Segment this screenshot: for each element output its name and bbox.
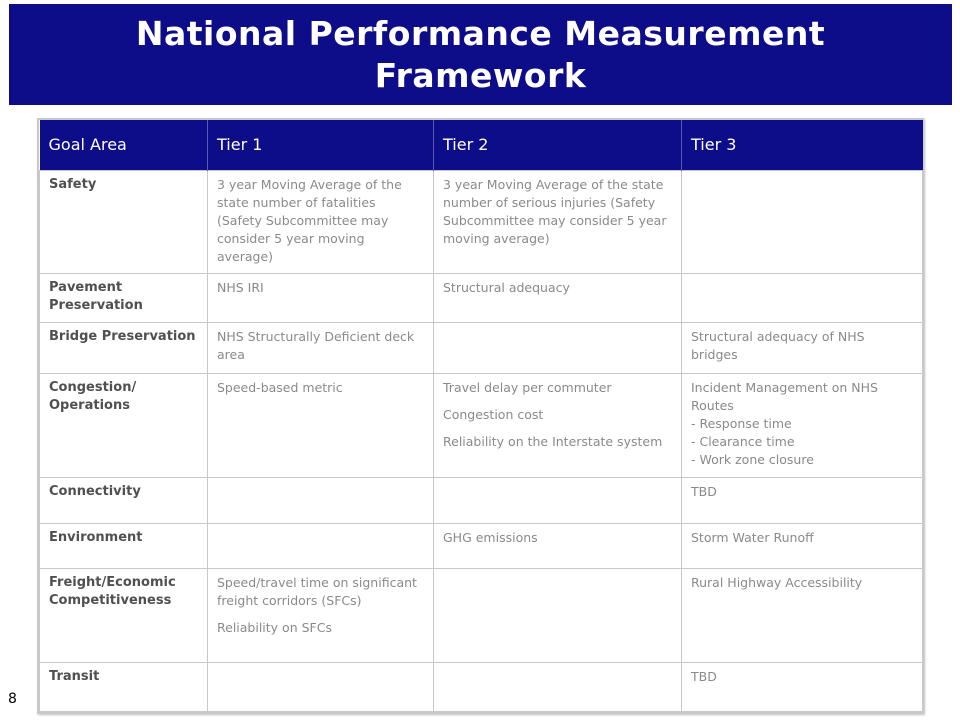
tier-2-cell bbox=[434, 373, 682, 477]
cell-text: NHS Structurally Deficient deck area bbox=[217, 328, 415, 362]
slide-title bbox=[101, 13, 861, 97]
tier-3-cell bbox=[682, 568, 923, 662]
cell-text: - Clearance time bbox=[691, 433, 795, 449]
tier-1-cell bbox=[208, 170, 434, 273]
tier-2-cell bbox=[434, 170, 682, 273]
cell-text: Storm Water Runoff bbox=[691, 529, 814, 545]
header-goal-area: Goal Area bbox=[40, 120, 208, 170]
table-row bbox=[40, 273, 923, 322]
cell-text: 3 year Moving Average of the state number of serious injuries (Safety Subcommittee may consider 5 year moving average) bbox=[443, 176, 667, 246]
cell-text: Speed-based metric bbox=[217, 379, 343, 395]
cell-text: NHS IRI bbox=[217, 279, 264, 295]
tier-3-cell bbox=[682, 273, 923, 322]
tier-1-cell bbox=[208, 322, 434, 373]
cell-text: Speed/travel time on significant freight corridors (SFCs) bbox=[217, 574, 417, 608]
goal-area-cell: Environment bbox=[40, 523, 208, 568]
header-tier-3: Tier 3 bbox=[682, 120, 923, 170]
tier-2-cell bbox=[434, 568, 682, 662]
cell-text: Travel delay per commuter bbox=[443, 379, 612, 395]
table-row bbox=[40, 568, 923, 662]
cell-text: TBD bbox=[691, 483, 717, 499]
cell-text: Reliability on the Interstate system bbox=[443, 433, 663, 449]
tier-2-cell bbox=[434, 523, 682, 568]
cell-text: TBD bbox=[691, 668, 717, 684]
tier-2-cell bbox=[434, 477, 682, 523]
tier-1-cell bbox=[208, 273, 434, 322]
tier-3-cell bbox=[682, 477, 923, 523]
tier-3-cell bbox=[682, 373, 923, 477]
goal-area-cell: Freight/Economic Competitiveness bbox=[40, 568, 208, 662]
goal-area-cell: Bridge Preservation bbox=[40, 322, 208, 373]
tier-1-cell bbox=[208, 568, 434, 662]
goal-area-cell: Pavement Preservation bbox=[40, 273, 208, 322]
tier-1-cell bbox=[208, 523, 434, 568]
goal-area-cell: Congestion/ Operations bbox=[40, 373, 208, 477]
table-row bbox=[40, 477, 923, 523]
tier-2-cell bbox=[434, 322, 682, 373]
slide-title-line-2: Framework bbox=[374, 55, 587, 95]
table-header-row bbox=[40, 120, 923, 170]
cell-text: 3 year Moving Average of the state number of fatalities (Safety Subcommittee may consider 5 year moving average) bbox=[217, 176, 402, 264]
cell-text: - Response time bbox=[691, 415, 792, 431]
tier-2-cell bbox=[434, 662, 682, 712]
slide-title-line-1: National Performance Measurement bbox=[135, 13, 826, 53]
table-row bbox=[40, 322, 923, 373]
tier-3-cell bbox=[682, 662, 923, 712]
cell-text: Incident Management on NHS Routes bbox=[691, 379, 878, 413]
goal-area-cell: Safety bbox=[40, 170, 208, 273]
table-row bbox=[40, 662, 923, 712]
tier-2-cell bbox=[434, 273, 682, 322]
header-tier-1: Tier 1 bbox=[208, 120, 434, 170]
tier-1-cell bbox=[208, 662, 434, 712]
cell-text: GHG emissions bbox=[443, 529, 538, 545]
title-banner bbox=[9, 4, 952, 105]
goal-area-cell: Transit bbox=[40, 662, 208, 712]
header-tier-2: Tier 2 bbox=[434, 120, 682, 170]
performance-framework-table bbox=[37, 118, 924, 714]
cell-text: Structural adequacy bbox=[443, 279, 570, 295]
tier-3-cell bbox=[682, 322, 923, 373]
tier-1-cell bbox=[208, 373, 434, 477]
table-row bbox=[40, 373, 923, 477]
cell-text: Congestion cost bbox=[443, 406, 544, 422]
tier-3-cell bbox=[682, 170, 923, 273]
table-row bbox=[40, 523, 923, 568]
cell-text: Reliability on SFCs bbox=[217, 619, 332, 635]
tier-1-cell bbox=[208, 477, 434, 523]
tier-3-cell bbox=[682, 523, 923, 568]
cell-text: Structural adequacy of NHS bridges bbox=[691, 328, 865, 362]
goal-area-cell: Connectivity bbox=[40, 477, 208, 523]
slide-number: 8 bbox=[8, 691, 17, 707]
cell-text: - Work zone closure bbox=[691, 451, 814, 467]
cell-text: Rural Highway Accessibility bbox=[691, 574, 863, 590]
table-row bbox=[40, 170, 923, 273]
